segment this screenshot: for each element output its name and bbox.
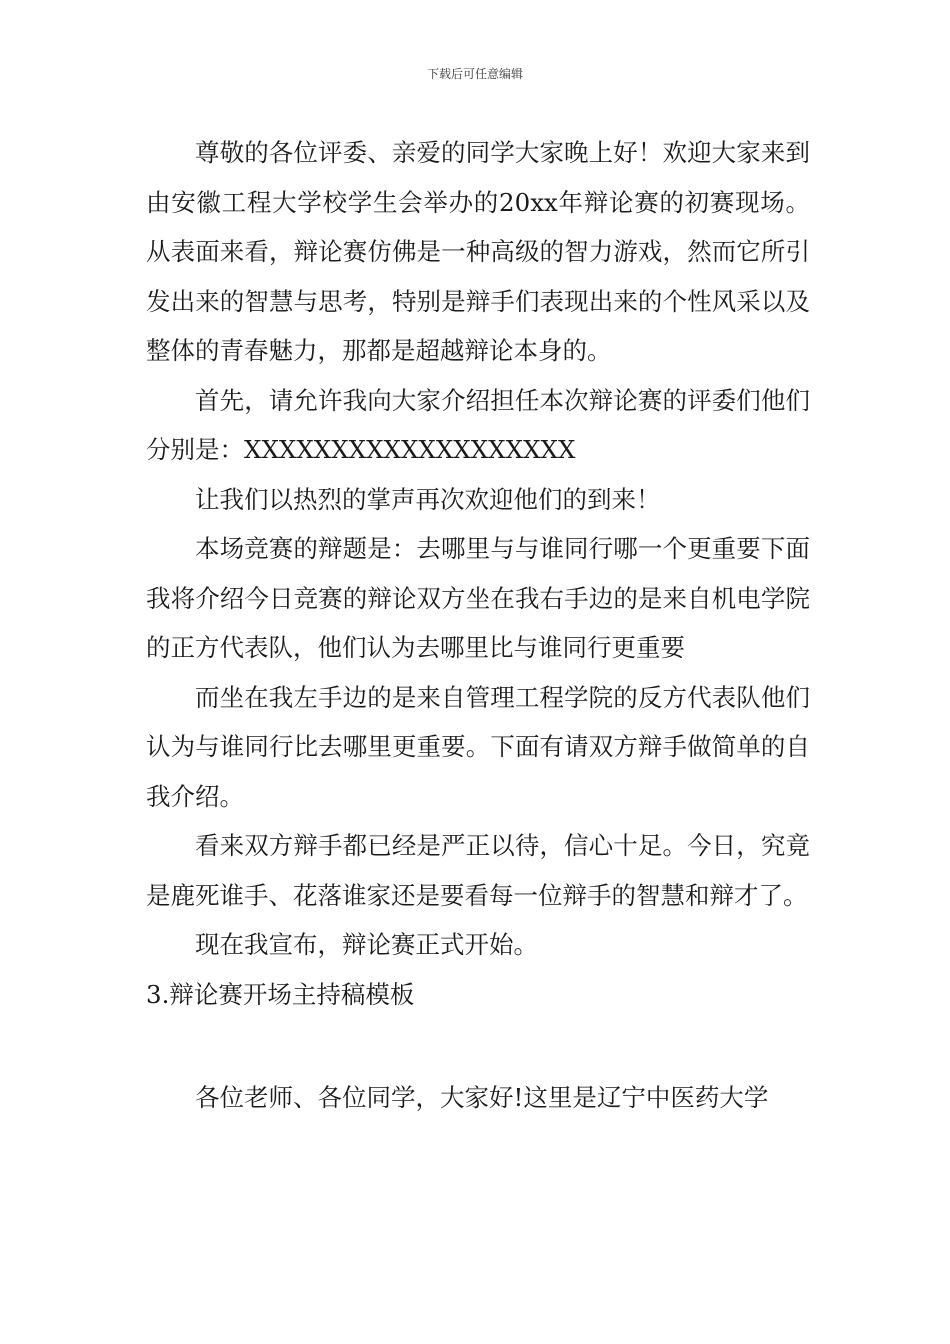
paragraph-welcome: 尊敬的各位评委、亲爱的同学大家晚上好！欢迎大家来到由安徽工程大学校学生会举办的20xx年辩论赛的初赛现场。从表面来看，辩论赛仿佛是一种高级的智力游戏，然而它所引发出来的智慧与思考，特别是辩手们表现出来的个性风采以及整体的青春魅力，那都是超越辩论本身的。	[146, 138, 810, 365]
paragraph-opposition: 而坐在我左手边的是来自管理工程学院的反方代表队他们认为与谁同行比去哪里更重要。下面有请双方辩手做简单的自我介绍。	[146, 682, 810, 811]
paragraph-greeting: 各位老师、各位同学，大家好!这里是辽宁中医药大学	[195, 1083, 769, 1112]
page-header-note: 下载后可任意编辑	[426, 67, 523, 81]
paragraph-applause: 让我们以热烈的掌声再次欢迎他们的到来！	[195, 484, 661, 514]
paragraph-confidence: 看来双方辩手都已经是严正以待，信心十足。今日，究竟是鹿死谁手、花落谁家还是要看每一位辩手的智慧和辩才了。	[146, 831, 810, 910]
paragraph-topic: 本场竞赛的辩题是：去哪里与与谁同行哪一个更重要下面我将介绍今日竞赛的辩论双方坐在我右手边的是来自机电学院的正方代表队，他们认为去哪里比与谁同行更重要	[146, 534, 810, 662]
paragraph-start: 现在我宣布，辩论赛正式开始。	[195, 930, 538, 959]
document-body	[146, 128, 810, 1123]
paragraph-judges: 首先，请允许我向大家介绍担任本次辩论赛的评委们他们分别是：XXXXXXXXXXXXXXXXXXX	[146, 385, 810, 464]
section-spacer	[146, 1019, 810, 1073]
section-heading: 3.辩论赛开场主持稿模板	[146, 979, 415, 1009]
